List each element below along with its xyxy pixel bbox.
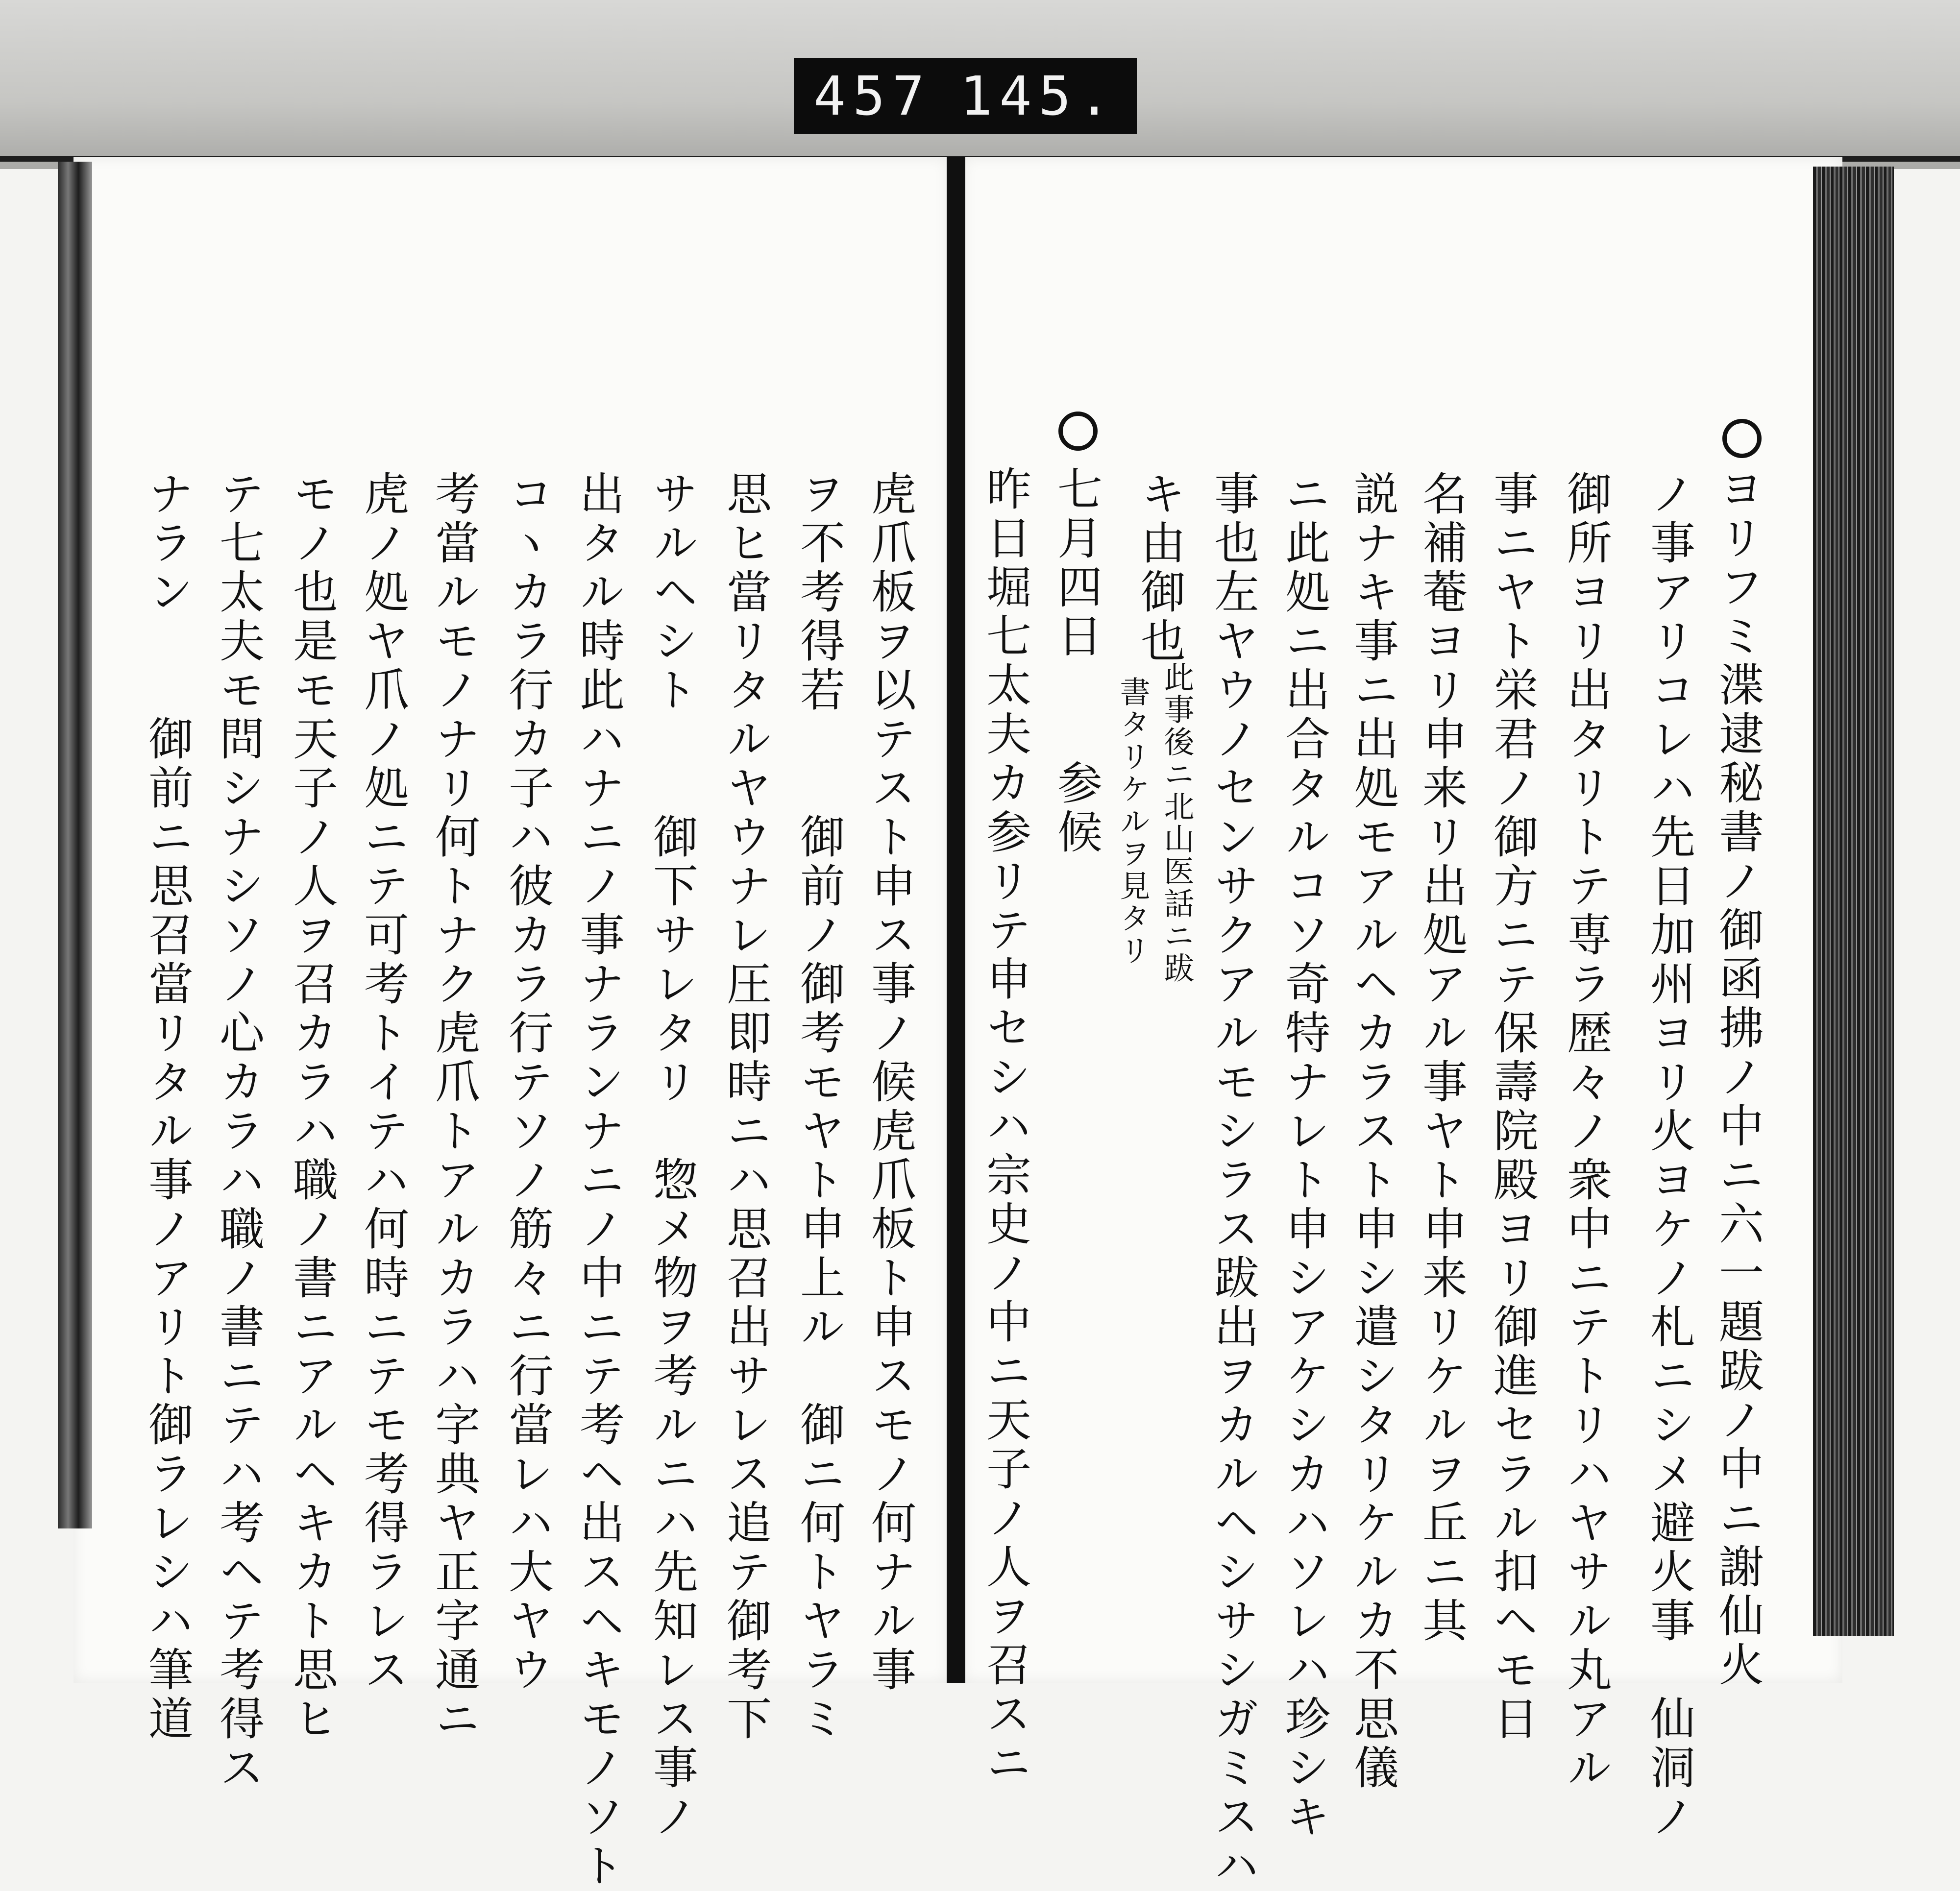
date-heading: 七月四日 参候	[1050, 465, 1102, 857]
text-column: モノ也是モ天子ノ人ヲ召カラハ職ノ書ニアルヘキカト思ヒ	[286, 470, 338, 1744]
text-column: テ七太夫モ問シナシソノ心カラハ職ノ書ニテハ考ヘテ考得ス	[212, 470, 265, 1793]
text-column: 考當ルモノナリ何トナク虎爪トアルカラハ字典ヤ正字通ニ	[428, 470, 480, 1744]
text-column: 虎爪板ヲ以テスト申ス事ノ候虎爪板ト申スモノ何ナル事	[864, 470, 916, 1695]
text-column: 御所ヨリ出タリトテ専ラ歴々ノ衆中ニテトリハヤサル丸アル	[1560, 470, 1612, 1793]
text-column: コヽカラ行カ子ハ彼カラ行テソノ筋々ニ行當レハ大ヤウ	[501, 470, 554, 1695]
right-page	[963, 157, 1842, 1891]
text-column: ヨリフミ渫逮秘書ノ御函拂ノ中ニ六一題跋ノ中ニ謝仙火	[1712, 465, 1764, 1690]
text-column: 事也左ヤウノセンサクアルモシラス跋出ヲカルヘシサシガミスハ	[1207, 470, 1259, 1891]
text-column: サルヘシト 御下サレタリ 惣メ物ヲ考ルニハ先知レス事ノ	[646, 470, 698, 1842]
text-column: 事ニヤト栄君ノ御方ニテ保壽院殿ヨリ御進セラル扣ヘモ日	[1486, 470, 1539, 1744]
text-column: ニ此処ニ出合タルコソ奇特ナレト申シアケシカハソレハ珍シキ	[1278, 470, 1330, 1842]
text-column: 思ヒ當リタルヤウナレ圧即時ニハ思召出サレス追テ御考下	[719, 470, 772, 1744]
text-column: ヲ不考得若 御前ノ御考モヤト申上ル 御ニ何トヤラミ	[793, 470, 845, 1744]
annotation-column: 書タリケルヲ見タリ	[1115, 676, 1151, 967]
book-spine	[947, 157, 965, 1683]
text-column: 昨日堀七太夫カ参リテ申セシハ宗史ノ中ニ天子ノ人ヲ召スニ	[979, 465, 1031, 1788]
catalog-number-label	[794, 58, 1137, 134]
paragraph-circle-mark	[1058, 412, 1098, 451]
annotation-column: 此事後ニ北山医話ニ跋	[1159, 661, 1195, 985]
text-column: 虎ノ処ヤ爪ノ処ニテ可考トイテハ何時ニテモ考得ラレス	[357, 470, 409, 1695]
folio-number-left: 457	[813, 64, 931, 127]
text-column: 名補菴ヨリ申来リ出処アル事ヤト申来リケルヲ丘ニ其	[1415, 470, 1468, 1646]
right-page-edge	[1813, 167, 1894, 1636]
text-column: ナラン 御前ニ思召當リタル事ノアリト御ラレシハ筆道	[141, 470, 194, 1744]
text-column: 出タル時此ハナニノ事ナランナニノ中ニテ考ヘ出スヘキモノソト	[572, 470, 625, 1891]
paragraph-circle-mark	[1722, 419, 1762, 458]
folio-number-right: 145.	[960, 64, 1117, 127]
text-column: ノ事アリコレハ先日加州ヨリ火ヨケノ札ニシメ避火事 仙洞ノ	[1643, 470, 1695, 1842]
left-page-edge	[58, 162, 92, 1528]
text-column: キ由御也	[1133, 470, 1186, 666]
text-column: 説ナキ事ニ出処モアルヘカラスト申シ遣シタリケルカ不思儀	[1347, 470, 1399, 1793]
